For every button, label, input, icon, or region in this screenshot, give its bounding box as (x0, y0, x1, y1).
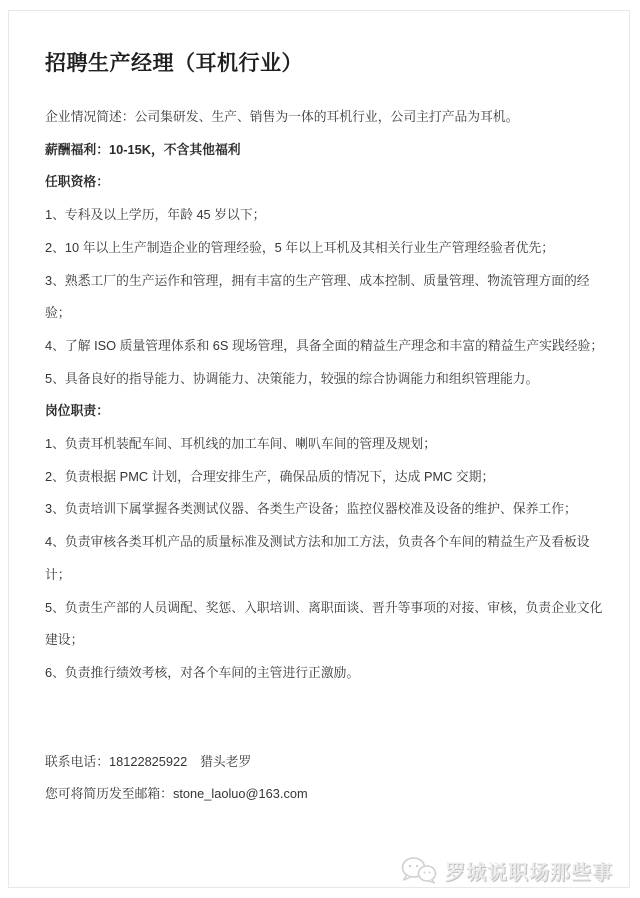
qualification-item: 2、10 年以上生产制造企业的管理经验，5 年以上耳机及其相关行业生产管理经验者优先； (45, 239, 555, 255)
watermark (400, 855, 613, 885)
qualification-item: 3、熟悉工厂的生产运作和管理，拥有丰富的生产管理、成本控制、质量管理、物流管理方面的经验； (45, 272, 590, 321)
duty-item: 4、负责审核各类耳机产品的质量标准及测试方法和加工方法，负责各个车间的精益生产及看板设计； (45, 534, 590, 582)
document-body (45, 101, 612, 811)
duty-item: 1、负责耳机装配车间、耳机线的加工车间、喇叭车间的管理及规划； (45, 436, 437, 452)
qualification-item: 1、专科及以上学历，年龄 45 岁以下； (45, 207, 266, 223)
wechat-bubbles-icon (400, 855, 438, 885)
company-intro-text: 企业情况简述：公司集研发、生产、销售为一体的耳机行业，公司主打产品为耳机。 (45, 109, 519, 124)
page-title: 招聘生产经理（耳机行业） (45, 52, 303, 75)
contact-phone-line: 联系电话：18122825922 猎头老罗 (45, 753, 252, 769)
duties-heading: 岗位职责： (45, 403, 109, 419)
duty-item: 5、负责生产部的人员调配、奖惩、入职培训、离职面谈、晋升等事项的对接、审核，负责企业文化建设； (45, 599, 603, 648)
duty-item: 6、负责推行绩效考核，对各个车间的主管进行正激励。 (45, 664, 360, 680)
document-content (9, 11, 629, 811)
document-page (8, 10, 630, 888)
duty-item: 2、负责根据 PMC 计划，合理安排生产，确保品质的情况下，达成 PMC 交期； (45, 468, 495, 484)
watermark-label: 罗城说职场那些事 (445, 861, 613, 884)
contact-email-line: 您可将简历发至邮箱：stone_laoluo@163.com (45, 786, 308, 802)
duty-item: 3、负责培训下属掌握各类测试仪器、各类生产设备；监控仪器校准及设备的维护、保养工作； (45, 501, 577, 517)
qualification-item: 4、了解 ISO 质量管理体系和 6S 现场管理，具备全面的精益生产理念和丰富的精益生产实践经验； (45, 337, 604, 353)
blank-space (45, 690, 612, 746)
qualification-item: 5、具备良好的指导能力、协调能力、决策能力，较强的综合协调能力和组织管理能力。 (45, 370, 539, 386)
salary-line: 薪酬福利：10-15K，不含其他福利 (45, 141, 241, 157)
qualifications-heading: 任职资格： (45, 174, 109, 190)
